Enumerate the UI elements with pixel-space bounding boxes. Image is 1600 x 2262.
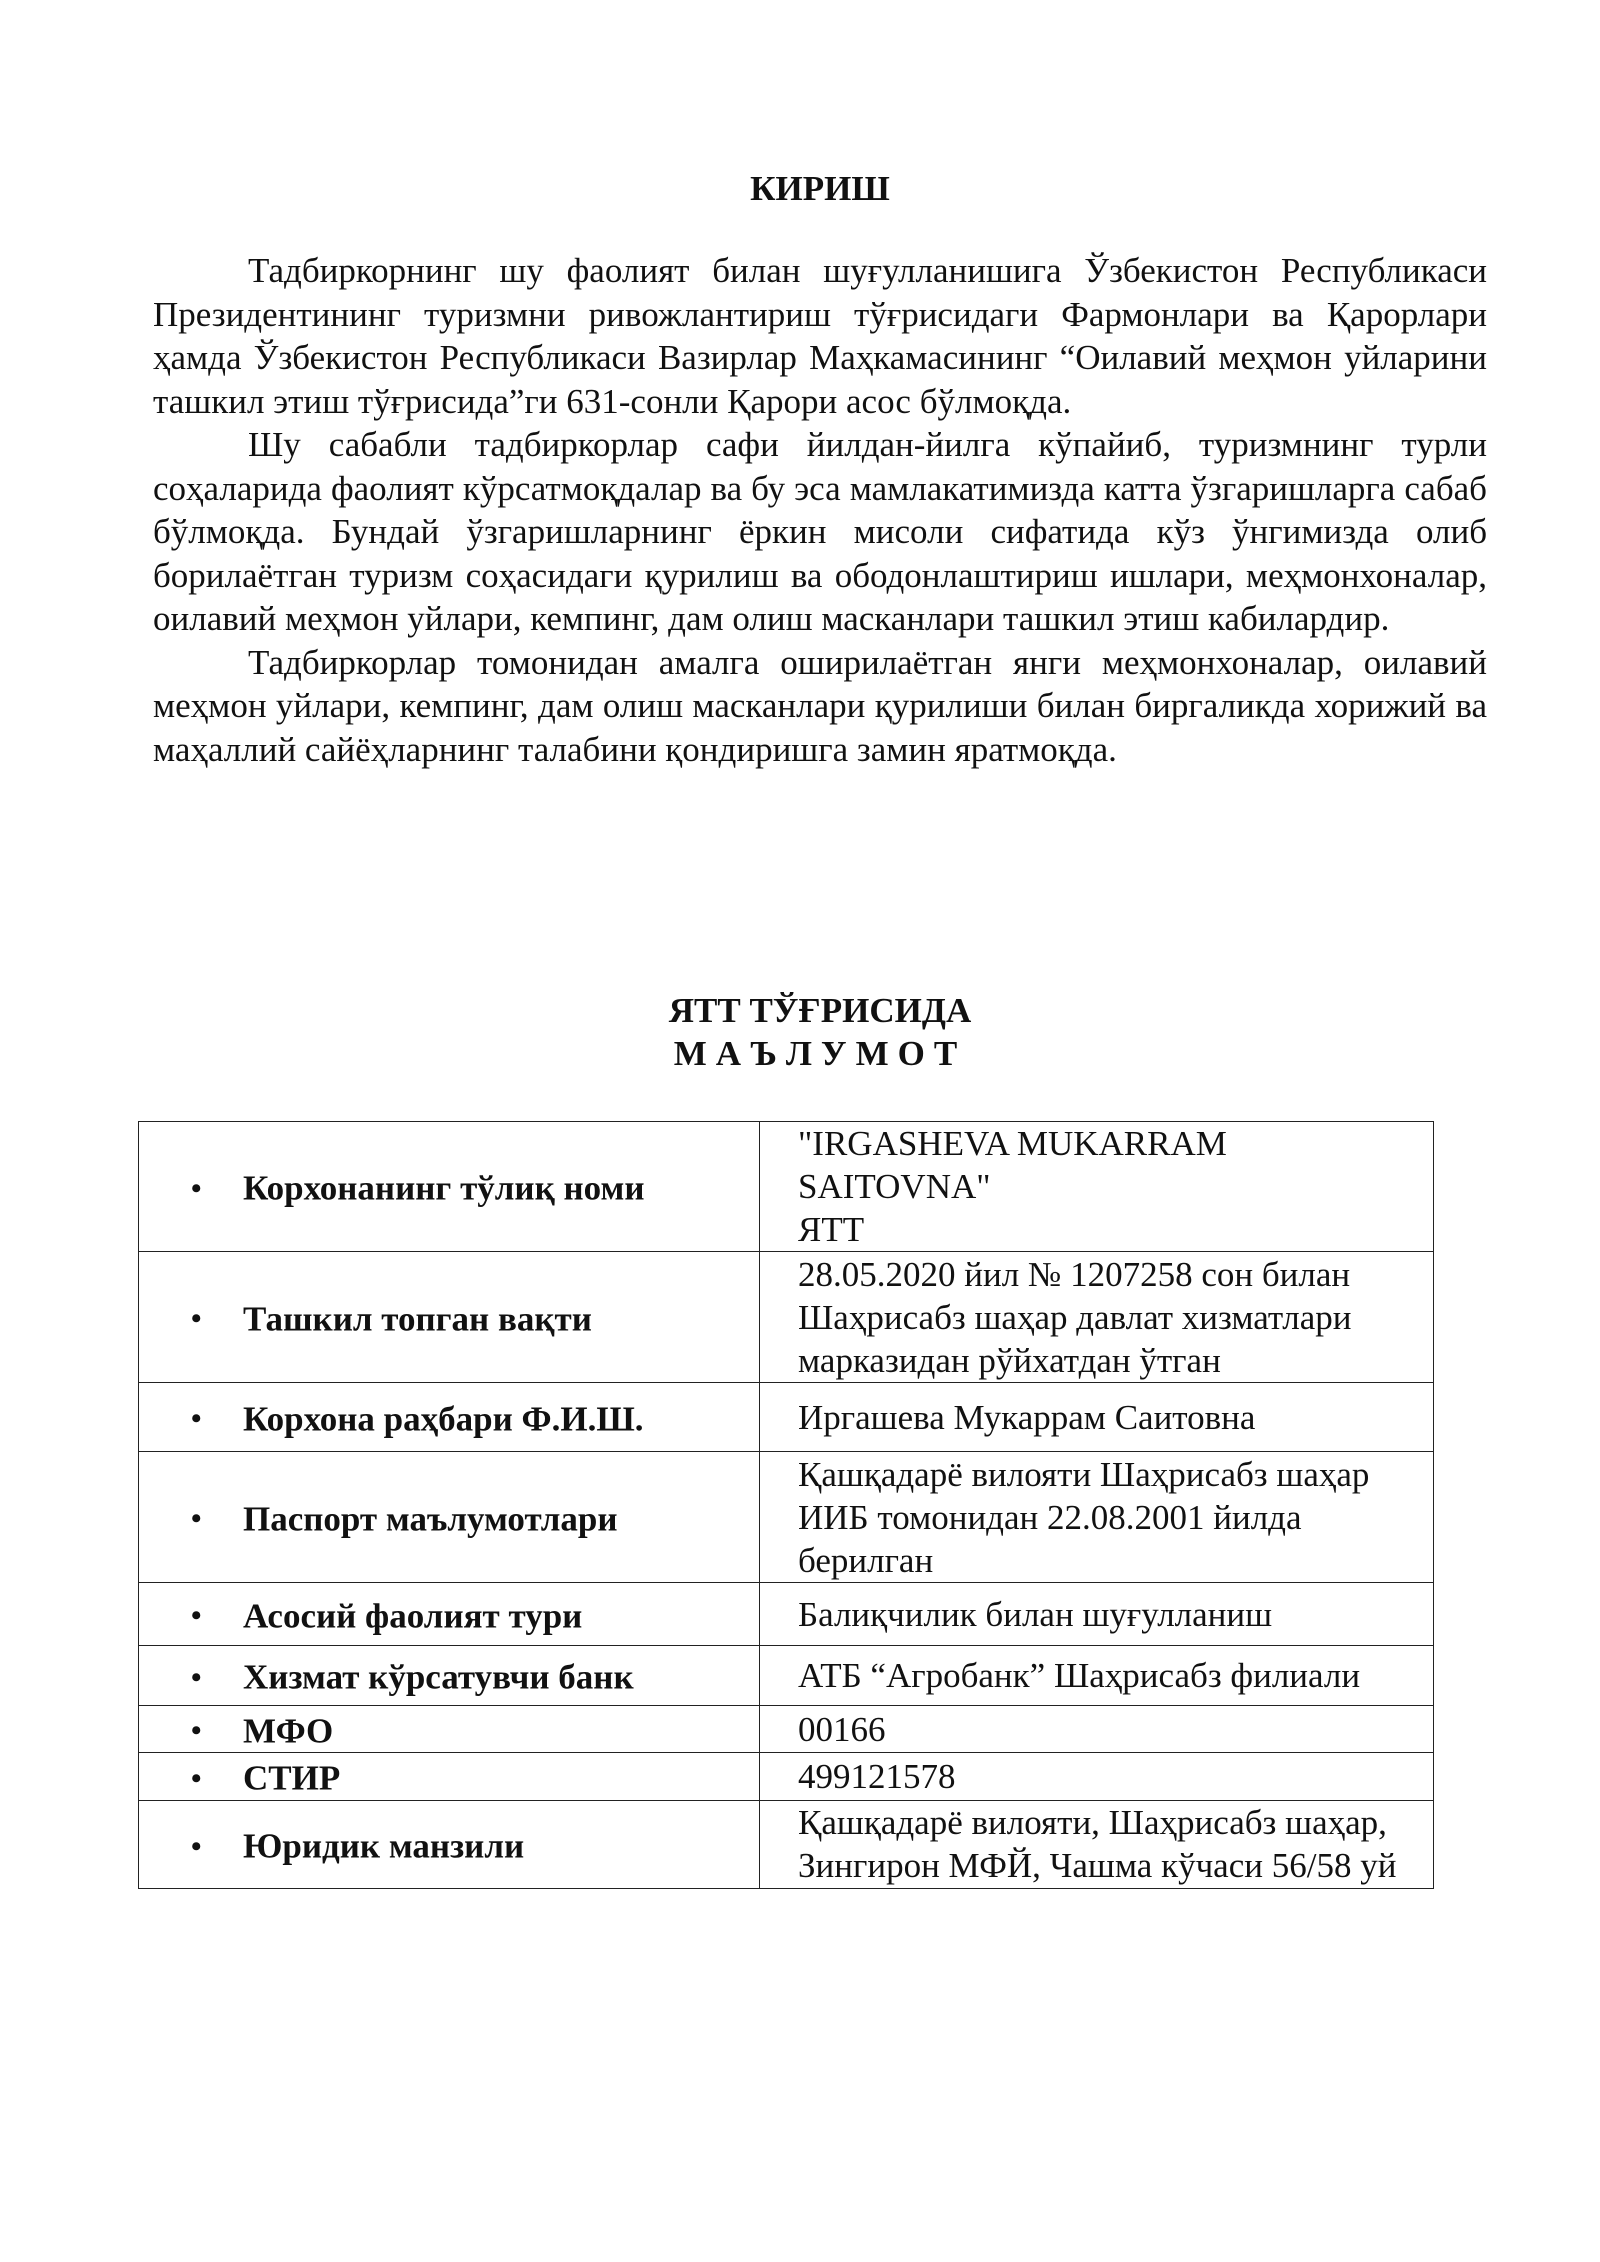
table-row: [139, 1252, 1434, 1383]
bullet-icon: •: [191, 1714, 202, 1748]
row-value-line: Қашқадарё вилояти Шаҳрисабз шаҳар: [798, 1454, 1370, 1494]
row-label-cell: [139, 1583, 760, 1646]
row-label: Паспорт маълумотлари: [243, 1499, 618, 1539]
row-label: Ташкил топган вақти: [243, 1299, 592, 1339]
row-label-cell: [139, 1383, 760, 1452]
row-label: Юридик манзили: [243, 1826, 525, 1866]
info-heading-line1: ЯТТ ТЎҒРИСИДА: [668, 991, 972, 1030]
intro-paragraph: Тадбиркорнинг шу фаолият билан шуғулланишига Ўзбекистон Республикаси Президентининг туризмни ривожлантириш тўғрисидаги Фармонлари ва Қарорлари ҳамда Ўзбекистон Республикаси Вазирлар Маҳкамасининг “Оилавий меҳмон уйларини ташкил этиш тўғрисида”ги 631-сонли Қарори асос бўлмоқда.: [153, 251, 1487, 421]
table-row: [139, 1452, 1434, 1583]
intro-body: [153, 249, 1487, 771]
row-value-line: 00166: [798, 1709, 886, 1749]
row-value-line: Зингирон МФЙ, Чашма кўчаси 56/58 уй: [798, 1846, 1397, 1886]
row-label: СТИР: [243, 1758, 341, 1798]
info-heading-line2: МАЪЛУМОТ: [673, 1034, 967, 1073]
bullet-icon: •: [191, 1599, 202, 1633]
table-row: [139, 1646, 1434, 1706]
row-label-cell: [139, 1122, 760, 1252]
bullet-icon: •: [191, 1302, 202, 1336]
table-row: [139, 1122, 1434, 1252]
row-label: Корхона раҳбари Ф.И.Ш.: [243, 1399, 644, 1439]
row-value-cell: [760, 1252, 1434, 1383]
bullet-icon: •: [191, 1761, 202, 1795]
row-value-line: АТБ “Агробанк” Шаҳрисабз филиали: [798, 1656, 1361, 1695]
bullet-icon: •: [191, 1171, 202, 1205]
row-value-line: берилган: [798, 1540, 934, 1580]
row-value-line: марказидан рўйхатдан ўтган: [798, 1340, 1221, 1380]
row-label-cell: [139, 1800, 760, 1888]
row-label-cell: [139, 1252, 760, 1383]
table-row: [139, 1583, 1434, 1646]
row-value-line: "IRGASHEVA MUKARRAM SAITOVNA": [798, 1124, 1227, 1206]
intro-heading: КИРИШ: [750, 169, 890, 208]
intro-paragraph: Шу сабабли тадбиркорлар сафи йилдан-йилга кўпайиб, туризмнинг турли соҳаларида фаолият кўрсатмоқдалар ва бу эса мамлакатимизда катта ўзгаришларга сабаб бўлмоқда. Бундай ўзгаришларнинг ёркин мисоли сифатида кўз ўнгимизда олиб борилаётган туризм соҳасидаги қурилиш ва ободонлаштириш ишлари, меҳмонхоналар, оилавий меҳмон уйлари, кемпинг, дам олиш масканлари ташкил этиш кабилардир.: [153, 425, 1487, 638]
row-value-line: ИИБ томонидан 22.08.2001 йилда: [798, 1497, 1302, 1537]
row-value-cell: [760, 1646, 1434, 1706]
bullet-icon: •: [191, 1502, 202, 1536]
row-value-line: Иргашева Мукаррам Саитовна: [798, 1397, 1256, 1437]
info-table: [138, 1121, 1434, 1889]
row-label-cell: [139, 1753, 760, 1800]
row-value-line: Қашқадарё вилояти, Шаҳрисабз шаҳар,: [798, 1803, 1387, 1843]
table-row: [139, 1753, 1434, 1800]
bullet-icon: •: [191, 1402, 202, 1436]
row-label-cell: [139, 1646, 760, 1706]
bullet-icon: •: [191, 1829, 202, 1863]
row-value-cell: [760, 1800, 1434, 1888]
row-value-line: Шаҳрисабз шаҳар давлат хизматлари: [798, 1297, 1352, 1337]
intro-paragraph: Тадбиркорлар томонидан амалга оширилаётган янги меҳмонхоналар, оилавий меҳмон уйлари, кемпинг, дам олиш масканлари қурилиши билан биргаликда хорижий ва маҳаллий сайёҳларнинг талабини қондиришга замин яратмоқда.: [153, 642, 1487, 769]
row-label-cell: [139, 1706, 760, 1753]
info-heading: [0, 989, 1600, 1075]
row-value-cell: [760, 1383, 1434, 1452]
row-label-cell: [139, 1452, 760, 1583]
row-value-line: ЯТТ: [798, 1210, 865, 1249]
row-label: Корхонанинг тўлиқ номи: [243, 1168, 645, 1208]
row-value-cell: [760, 1122, 1434, 1252]
row-value-cell: [760, 1452, 1434, 1583]
row-label: МФО: [243, 1711, 334, 1751]
row-value-cell: [760, 1753, 1434, 1800]
table-row: [139, 1706, 1434, 1753]
table-row: [139, 1800, 1434, 1888]
row-value-line: 499121578: [798, 1757, 956, 1797]
row-value-line: 28.05.2020 йил № 1207258 сон билан: [798, 1254, 1351, 1294]
row-value-cell: [760, 1706, 1434, 1753]
row-value-line: Балиқчилик билан шуғулланиш: [798, 1594, 1273, 1634]
table-row: [139, 1383, 1434, 1452]
row-label: Хизмат кўрсатувчи банк: [243, 1657, 634, 1697]
row-label: Асосий фаолият тури: [243, 1596, 583, 1636]
bullet-icon: •: [191, 1660, 202, 1694]
row-value-cell: [760, 1583, 1434, 1646]
